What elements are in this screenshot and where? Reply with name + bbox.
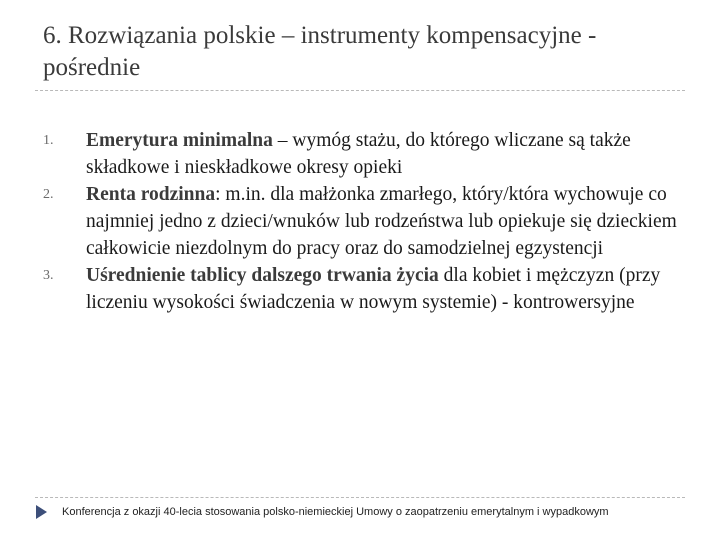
title-divider <box>35 90 685 91</box>
slide-title: 6. Rozwiązania polskie – instrumenty kompensacyjne - pośrednie <box>43 22 597 81</box>
footer-text: Konferencja z okazji 40-lecia stosowania polsko-niemieckiej Umowy o zaopatrzeniu emerytalnym i wypadkowym <box>62 506 609 518</box>
item-number: 2. <box>43 187 54 202</box>
list-item <box>43 181 683 262</box>
item-number: 3. <box>43 268 54 283</box>
item-number: 1. <box>43 133 54 148</box>
item-text: : m.in. dla małżonka zmarłego, który/która wychowuje co najmniej jedno z dzieci/wnuków lub rodzeństwa lub opiekuje się dzieckiem całkowicie niezdolnym do pracy oraz do samodzielnej egzystencji <box>86 184 677 259</box>
list-item <box>43 127 683 181</box>
list-item <box>43 262 683 316</box>
content-list <box>43 127 683 316</box>
footer-divider <box>35 497 685 498</box>
item-text: – wymóg stażu, do którego wliczane są także składkowe i nieskładkowe okresy opieki <box>86 130 631 178</box>
item-heading: Uśrednienie tablicy dalszego trwania życia <box>86 265 439 286</box>
triangle-bullet-icon <box>36 505 47 519</box>
item-heading: Renta rodzinna <box>86 184 216 205</box>
item-heading: Emerytura minimalna <box>86 130 273 151</box>
item-text: dla kobiet i mężczyzn (przy liczeniu wysokości świadczenia w nowym systemie) - kontrowersyjne <box>86 265 661 313</box>
